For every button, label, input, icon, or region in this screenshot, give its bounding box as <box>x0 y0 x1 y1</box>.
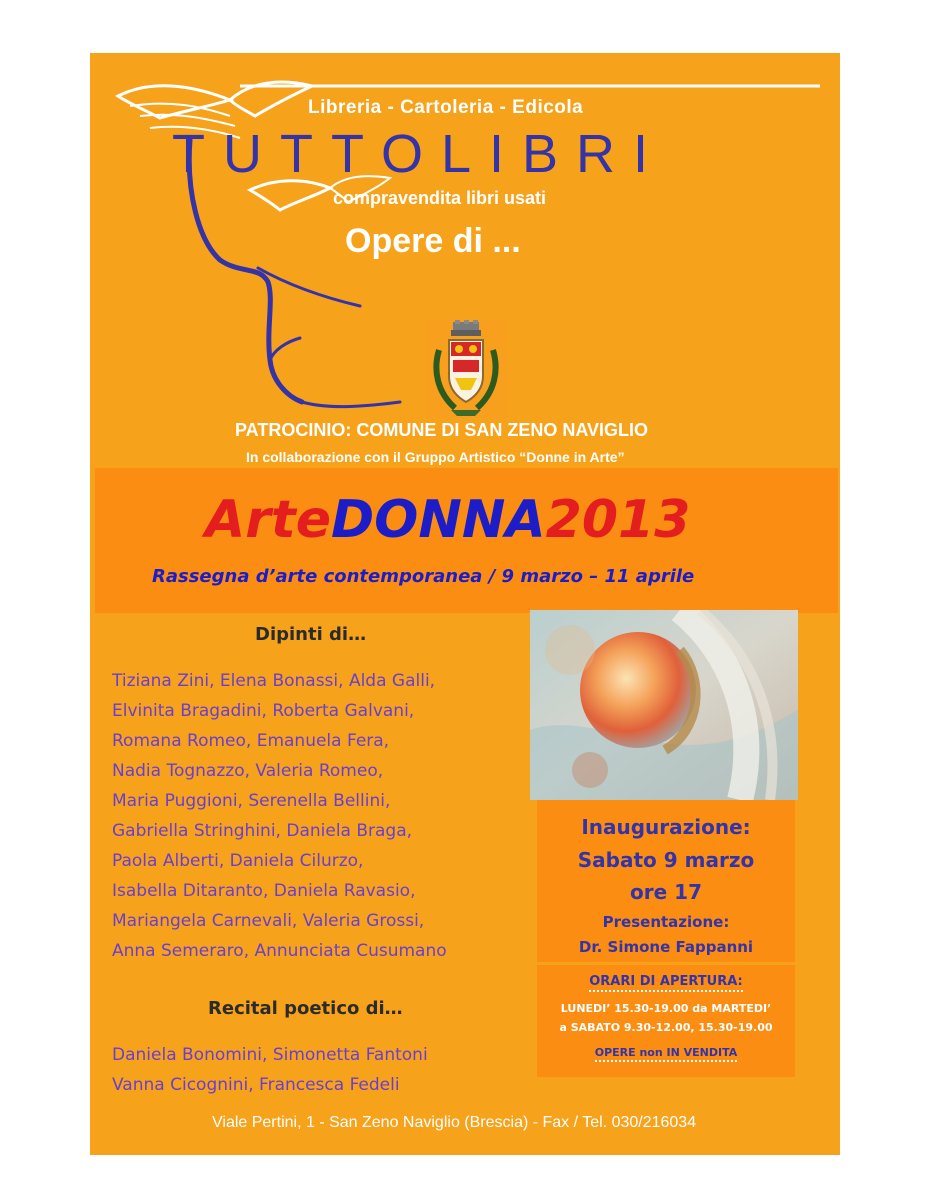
artwork-image <box>530 610 798 800</box>
crest-container <box>425 320 507 418</box>
collaboration-line: In collaborazione con il Gruppo Artistico “Donne in Arte” <box>246 449 625 465</box>
inauguration-time: ore 17 <box>630 880 702 904</box>
presentation-label: Presentazione: <box>602 913 730 931</box>
list-item: Isabella Ditaranto, Daniela Ravasio, <box>112 881 416 901</box>
poets-list <box>112 1040 428 1100</box>
inauguration-title: Inaugurazione: <box>581 815 751 839</box>
list-item: Romana Romeo, Emanuela Fera, <box>112 731 390 751</box>
hours-line-1: LUNEDI’ 15.30-19.00 da MARTEDI’ <box>560 1002 772 1015</box>
event-title-arte: Arte <box>205 490 332 550</box>
list-item: Anna Semeraro, Annunciata Cusumano <box>112 941 447 961</box>
sale-note-text: OPERE non IN VENDITA <box>595 1046 738 1062</box>
inauguration-date: Sabato 9 marzo <box>577 848 755 872</box>
store-subtitle: Libreria - Cartoleria - Edicola <box>308 97 584 118</box>
list-item: Gabriella Stringhini, Daniela Braga, <box>112 821 413 841</box>
list-item: Nadia Tognazzo, Valeria Romeo, <box>112 761 384 781</box>
tagline: compravendita libri usati <box>333 188 547 208</box>
brand-name: TUTTOLIBRI <box>172 124 667 184</box>
list-item: Maria Puggioni, Serenella Bellini, <box>112 791 391 811</box>
list-item: Elvinita Bragadini, Roberta Galvani, <box>112 701 415 721</box>
footer-address: Viale Pertini, 1 - San Zeno Naviglio (Brescia) - Fax / Tel. 030/216034 <box>212 1114 697 1131</box>
list-item: Vanna Cicognini, Francesca Fedeli <box>112 1075 400 1095</box>
list-item: Tiziana Zini, Elena Bonassi, Alda Galli, <box>112 671 436 691</box>
artwork-painting-icon <box>530 610 798 800</box>
hours-title <box>537 974 795 989</box>
event-subtitle: Rassegna d’arte contemporanea / 9 marzo – 11 aprile <box>152 566 695 587</box>
event-title-year: 2013 <box>545 490 691 550</box>
works-by-heading: Opere di ... <box>345 222 521 260</box>
sale-note <box>537 1046 795 1059</box>
list-item: Daniela Bonomini, Simonetta Fantoni <box>112 1045 428 1065</box>
paintings-heading: Dipinti di… <box>255 624 367 645</box>
patronage-line: PATROCINIO: COMUNE DI SAN ZENO NAVIGLIO <box>235 420 648 440</box>
hours-title-text: ORARI DI APERTURA: <box>589 974 742 992</box>
recital-heading: Recital poetico di… <box>208 998 403 1019</box>
list-item: Paola Alberti, Daniela Cilurzo, <box>112 851 364 871</box>
event-title-donna: DONNA <box>331 490 546 550</box>
hours-line-2: a SABATO 9.30-12.00, 15.30-19.00 <box>559 1021 773 1034</box>
municipal-crest-icon <box>425 320 507 418</box>
artists-list <box>112 666 447 966</box>
presenter-name: Dr. Simone Fappanni <box>578 938 754 956</box>
list-item: Mariangela Carnevali, Valeria Grossi, <box>112 911 425 931</box>
event-title <box>205 488 690 552</box>
